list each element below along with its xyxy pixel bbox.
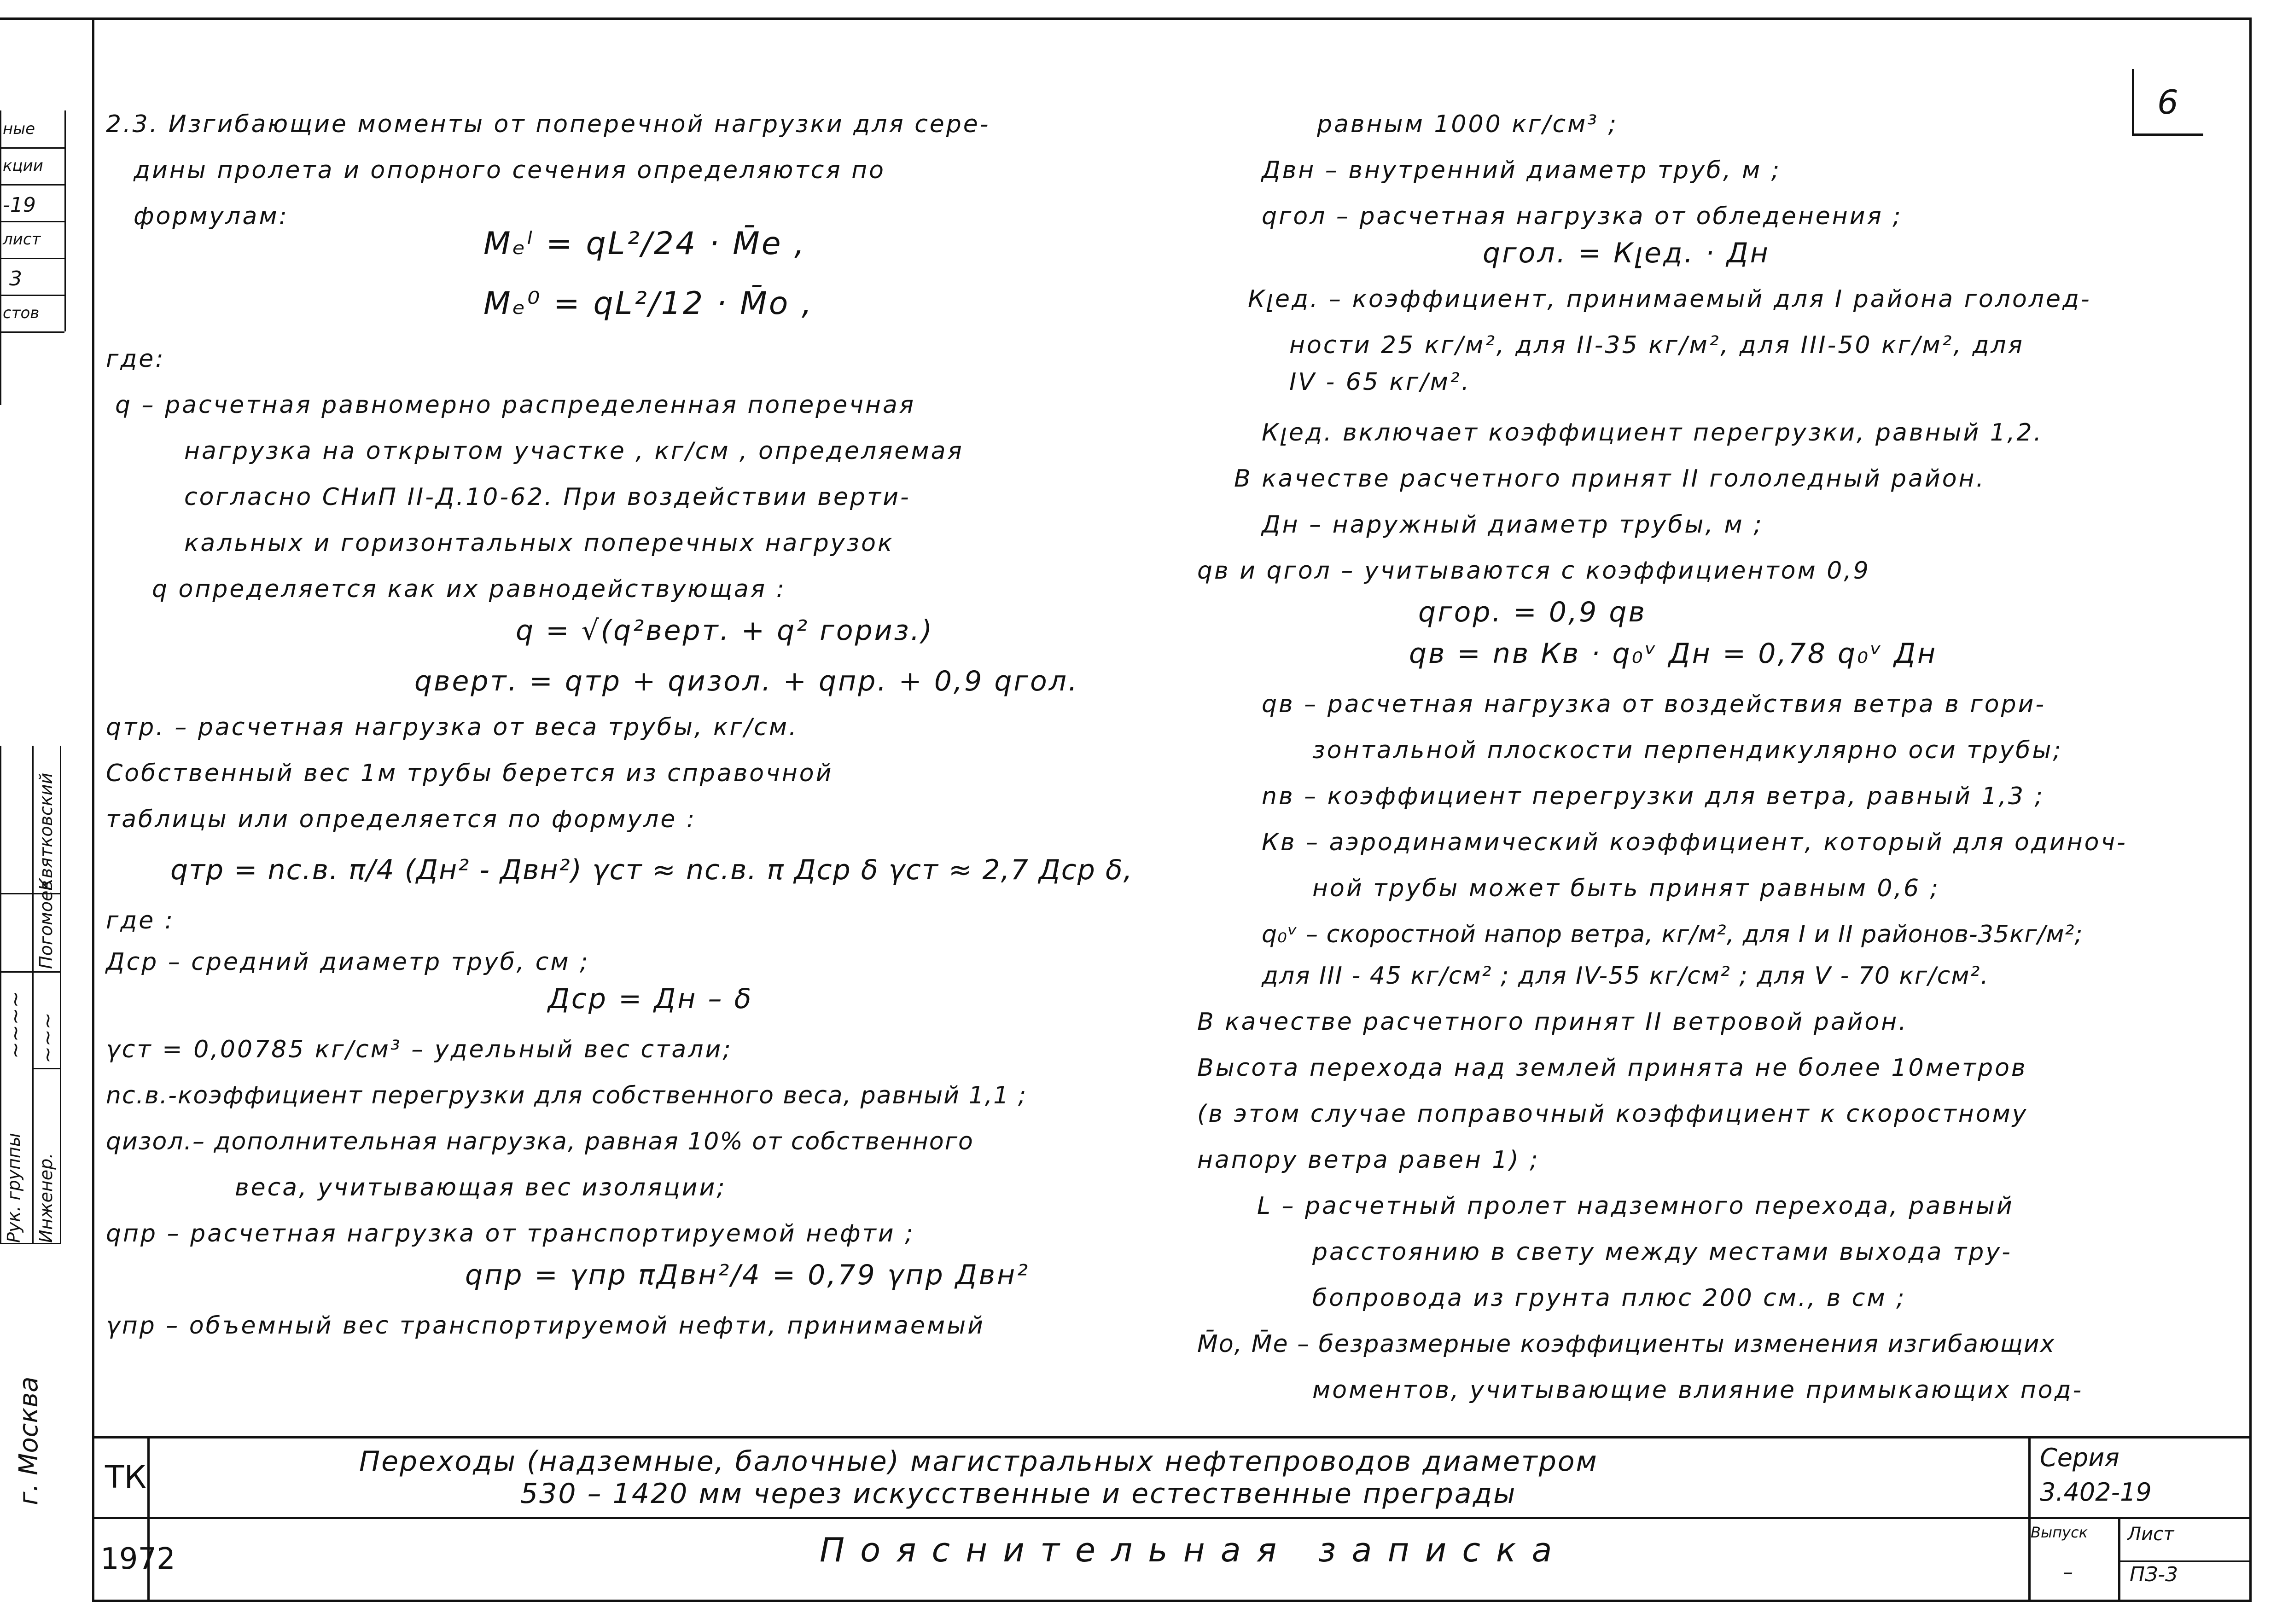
issue-label: Выпуск (2031, 1524, 2088, 1541)
text-line: M̄o, M̄e – безразмерные коэффициенты изменения изгибающих (1197, 1330, 2055, 1358)
text-line: напору ветра равен 1) ; (1197, 1146, 1540, 1174)
text-line: q₀ᵛ – скоростной напор ветра, кг/м², для I и II районов-35кг/м²; (1262, 921, 2083, 948)
text-line: qизол.– дополнительная нагрузка, равная 10% от собственного (106, 1128, 974, 1155)
text-line: дины пролета и опорного сечения определяются по (134, 157, 885, 184)
text-line: nс.в.-коэффициент перегрузки для собственного веса, равный 1,1 ; (106, 1082, 1027, 1109)
text-line: qв и qгол – учитываются с коэффициентом 0,9 (1197, 557, 1870, 585)
side-label-5: 3 (9, 267, 22, 290)
text-line: Дср – средний диаметр труб, см ; (106, 948, 590, 976)
text-line: моментов, учитывающие влияние примыкающих под- (1312, 1376, 2084, 1404)
formula-mle: Mₑˡ = qL²/24 · M̄e , (483, 226, 806, 262)
text-line: L – расчетный пролет надземного перехода, равный (1257, 1192, 2014, 1220)
text-line: q определяется как их равнодействующая : (152, 575, 786, 603)
side-label-2: кции (3, 157, 43, 175)
text-line: кальных и горизонтальных поперечных нагрузок (184, 529, 894, 557)
text-line: формулам: (134, 203, 289, 230)
formula-qpr: qпр = γпр πДвн²/4 = 0,79 γпр Двн² (465, 1259, 1030, 1291)
name-2: Погомоев (36, 880, 56, 969)
text-line: согласно СНиП II-Д.10-62. При воздействии верти- (184, 483, 911, 511)
formula-dsr: Дср = Дн – δ (548, 983, 753, 1015)
side-label-1: ные (3, 120, 35, 138)
text-line: qтр. – расчетная нагрузка от веса трубы, кг/см. (106, 713, 798, 741)
frame-top-line (0, 17, 2252, 20)
role-lead: Рук. группы (4, 1133, 24, 1243)
text-line: В качестве расчетного принят II гололедный район. (1234, 465, 1986, 493)
text-line: Дн – наружный диаметр трубы, м ; (1262, 511, 1764, 539)
text-line: γст = 0,00785 кг/см³ – удельный вес стали; (106, 1036, 733, 1063)
page-number: 6 (2157, 83, 2178, 122)
text-line: IV - 65 кг/м². (1289, 368, 1471, 396)
signature-1: ~~~~ (4, 991, 27, 1059)
formula-qv: qв = nв Кв · q₀ᵛ Дн = 0,78 q₀ᵛ Дн (1409, 638, 1938, 670)
left-column (106, 97, 1174, 1427)
text-line: qгол – расчетная нагрузка от обледенения ; (1262, 203, 1903, 230)
text-line: (в этом случае поправочный коэффициент к скоростному (1197, 1100, 2028, 1128)
text-line: Кլед. – коэффициент, принимаемый для I района гололед- (1248, 285, 2091, 313)
text-line: q – расчетная равномерно распределенная поперечная (115, 391, 916, 419)
formula-mo: Mₑ⁰ = qL²/12 · M̄o , (483, 285, 814, 322)
frame-bottom-line (92, 1600, 2252, 1602)
org-code: ТК (105, 1459, 146, 1496)
text-line: для III - 45 кг/см² ; для IV-55 кг/см² ; для V - 70 кг/см². (1262, 962, 1989, 990)
role-engineer: Инженер. (36, 1153, 56, 1243)
text-line: нагрузка на открытом участке , кг/см , определяемая (184, 437, 964, 465)
text-line: бопровода из грунта плюс 200 см., в см ; (1312, 1284, 1906, 1312)
text-line: ности 25 кг/м², для II-35 кг/м², для III-50 кг/м², для (1289, 331, 2024, 359)
text-line: 2.3. Изгибающие моменты от поперечной нагрузки для сере- (106, 110, 990, 138)
document-subtitle: Пояснительная записка (820, 1531, 1568, 1569)
sheet-label: Лист (2127, 1524, 2174, 1545)
issue-value: – (2063, 1560, 2073, 1584)
text-line: зонтальной плоскости перпендикулярно оси трубы; (1312, 737, 2063, 764)
text-line: где: (106, 345, 165, 373)
text-line: расстоянию в свету между местами выхода тру- (1312, 1238, 2012, 1266)
formula-qtr: qтр = nс.в. π/4 (Дн² - Двн²) γст ≈ nс.в. π Дср δ γст ≈ 2,7 Дср δ, (170, 854, 1133, 886)
text-line: Кլед. включает коэффициент перегрузки, равный 1,2. (1262, 419, 2044, 447)
text-line: Собственный вес 1м трубы берется из справочной (106, 760, 833, 787)
signature-2: ~~~ (36, 1012, 59, 1063)
formula-qgol: qгол. = Кլед. · Дн (1483, 237, 1770, 269)
formula-qvert: qверт. = qтр + qизол. + qпр. + 0,9 qгол. (414, 665, 1079, 697)
title-line-2: 530 – 1420 мм через искусственные и естественные преграды (520, 1478, 1517, 1510)
series-label: Серия (2040, 1443, 2119, 1472)
text-line: равным 1000 кг/см³ ; (1317, 110, 1619, 138)
text-line: nв – коэффициент перегрузки для ветра, равный 1,3 ; (1262, 783, 2045, 810)
right-column (1197, 97, 2201, 1427)
side-label-4: лист (3, 230, 41, 249)
text-line: qпр – расчетная нагрузка от транспортируемой нефти ; (106, 1220, 915, 1247)
text-line: Высота перехода над землей принята не более 10метров (1197, 1054, 2027, 1082)
name-1: Квятковский (36, 772, 56, 891)
text-line: ной трубы может быть принят равным 0,6 ; (1312, 875, 1940, 902)
frame-right-line (2249, 17, 2252, 1601)
text-line: веса, учитывающая вес изоляции; (235, 1174, 727, 1201)
side-label-3: -19 (3, 193, 36, 217)
formula-qgor: qгор. = 0,9 qв (1418, 596, 1647, 628)
sheet-value: ПЗ-3 (2130, 1563, 2178, 1586)
text-line: qв – расчетная нагрузка от воздействия ветра в гори- (1262, 690, 2046, 718)
text-line: где : (106, 907, 175, 934)
title-line-1: Переходы (надземные, балочные) магистральных нефтепроводов диаметром (359, 1445, 1598, 1478)
series-value: 3.402-19 (2040, 1478, 2152, 1507)
text-line: Кв – аэродинамический коэффициент, который для одиноч- (1262, 829, 2127, 856)
text-line: таблицы или определяется по формуле : (106, 806, 697, 833)
frame-left-line (92, 17, 94, 1601)
year: 1972 (100, 1542, 175, 1576)
text-line: В качестве расчетного принят II ветровой район. (1197, 1008, 1908, 1036)
side-label-6: стов (3, 304, 40, 322)
text-line: Двн – внутренний диаметр труб, м ; (1262, 157, 1782, 184)
text-line: γпр – объемный вес транспортируемой нефти, принимаемый (106, 1312, 985, 1340)
city-label: г. Москва (14, 1376, 44, 1505)
formula-q: q = √(q²верт. + q² гориз.) (516, 615, 934, 647)
